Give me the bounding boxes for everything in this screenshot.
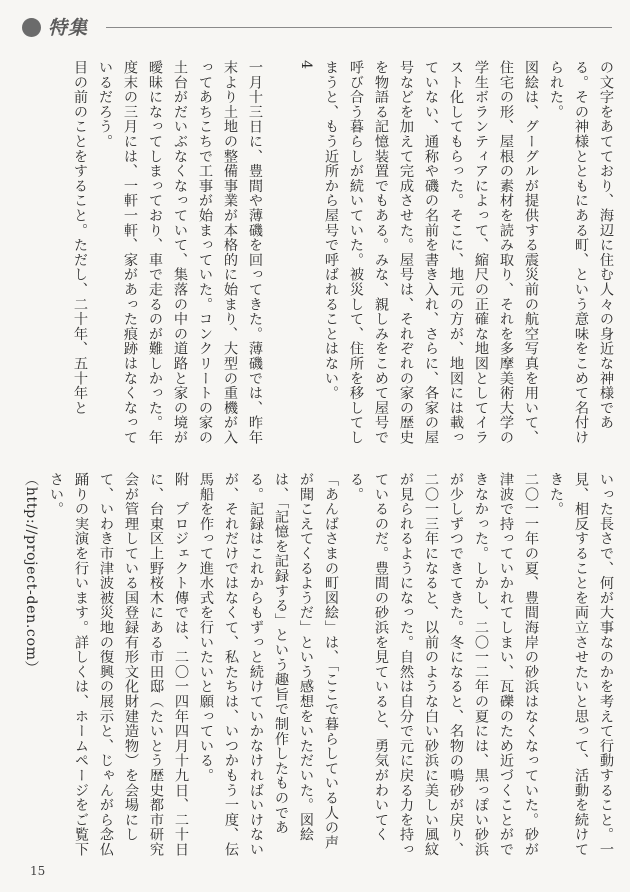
- paragraph: 二〇一一年の夏、豊間海岸の砂浜はなくなっていた。砂が津波で持っていかれてしまい、瓦礫のため近づくことができなかった。しかし、二〇一二年の夏には、黒っぽい砂浜が少しずつできてきた。冬になると、名物の鳴砂が戻り、二〇一三年になると、以前のような白い砂浜に美しい風紋が見られるようになった。自然は自分で元に戻る力を持っているのだ。豊間の砂浜を見ていると、勇気がわいてくる。: [348, 472, 539, 857]
- website-url: （http://project-den.com）: [23, 472, 39, 676]
- circle-bullet-icon: [22, 18, 41, 37]
- paragraph: 図絵は、グーグルが提供する震災前の航空写真を用いて、住宅の形、屋根の素材を読み取り、それを多摩美術大学の学生ボランティアによって、縮尺の正確な地図としてイラスト化してもらった。そこに、地元の方が、地図には載っていない、通称や磯の名前を書き入れ、さらに、各家の屋号などを加えて完成させた。屋号は、それぞれの家の歴史を物語る記憶装置でもある。みな、親しみをこめて屋号で呼び合う暮らしが続いていた。被災して、住所を移してしまうと、もう近所から屋号で呼ばれることはない。: [323, 60, 539, 445]
- section-title: 特集: [48, 17, 89, 39]
- section-header: [22, 14, 612, 44]
- header-rule: [106, 27, 612, 28]
- page-number: 15: [30, 864, 46, 878]
- bottom-text-block: [23, 472, 618, 857]
- paragraph: 一月十三日に、豊間や薄磯を回ってきた。薄磯では、昨年末より土地の整備事業が本格的に始まり、大型の重機が入ってあちこちで工事が始まっていた。コンクリートの家の土台がだいぶなくなっていて、集落の中の道路と家の境が曖昧になってしまっており、車で走るのが難しかった。年度末の三月には、一軒一軒、家があった痕跡はなくなっているだろう。: [97, 60, 263, 445]
- paragraph: 「あんばさまの町図絵」は、「ここで暮らしている人の声が聞こえてくるようだ」という感想をいただいた。図絵は、「記憶を記録する」という趣旨で制作したものである。記録はこれからもずっと続けていかなければいけないが、それだけではなくて、私たちは、いつかもう一度、伝馬船を作って進水式を行いたいと願っている。: [198, 472, 339, 857]
- paragraph: の文字をあてており、海辺に住む人々の身近な神様である。その神様とともにある町、という意味をこめて名付けられた。: [548, 60, 614, 445]
- top-text-block: [28, 60, 618, 455]
- paragraph: いった長さで、何が大事なのかを考えて行動すること。一見、相反することを両立させたいと思って、活動を続けてきた。: [548, 472, 614, 857]
- paragraph: 目の前のことをすること。ただし、二十年、五十年と: [72, 60, 88, 416]
- paragraph: 附 プロジェクト傳では、二〇一四年四月十九日、二十日に、台東区上野桜木にある市田邸（たいとう歴史都市研究会が管理している国登録有形文化財建造物）を会場にして、いわき市津波被災地の復興の展示と、じゃんがら念仏踊りの実演を行います。詳しくは、ホームページをご覧下さい。: [48, 472, 189, 857]
- section-heading-number: 4: [298, 60, 314, 70]
